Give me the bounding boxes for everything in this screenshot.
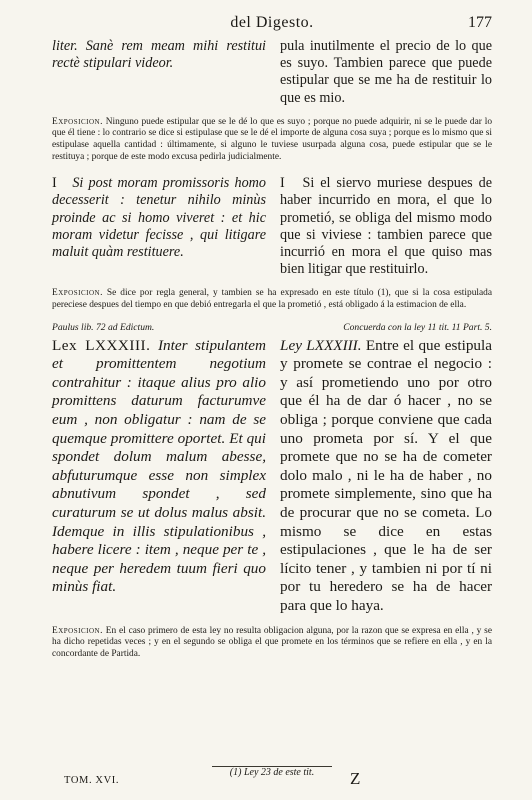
exposition-text: Ninguno puede estipular que se le dé lo que es suyo ; porque no puede adquirir, ni se le puede dar lo que él tiene : lo contrario se dice si estipulase que se le dé el importe de alguna cosa suya ; porque es lo mismo que si estipulase aquella cantidad : últimamente, si alguno le tuviese usurpada alguna cosa, puede estipular que se le restituya ; porque de este modo excusa pedirla judicialmente. bbox=[52, 116, 493, 162]
top-continuation bbox=[52, 38, 492, 107]
section-1-spanish-text: Si el siervo muriese despues de haber incurrido en mora, el que lo prometió, se obliga del mismo modo que si viviese : tambien parece que incurrió en mora el que quiso mas bien litigar que restituirlo. bbox=[280, 175, 493, 278]
running-title: del Digesto. bbox=[230, 14, 314, 31]
section-1-latin bbox=[52, 175, 266, 278]
lex-83-latin-text: Inter stipulantem et promittentem negotium contrahitur : itaque alius pro alio promittens daturum facturumve eum , non obligatur : nam de se quemque promittere oportet. Et qui spondet dolum malum abesse, abfuturumque esse non simplex abnutivum spondet , sed curaturum se ut dolus malus absit. Idemque in illis stipulationibus , habere licere : item , neque per te , neque per heredem tuum fieri quo minùs fiat. bbox=[52, 336, 266, 596]
exposition-3 bbox=[52, 626, 492, 661]
footnote-text: (1) Ley 23 de este tit. bbox=[229, 767, 315, 778]
page-number: 177 bbox=[468, 14, 492, 31]
section-1-spanish-number: I bbox=[280, 175, 285, 192]
lex-83-spanish bbox=[280, 337, 492, 616]
book-page bbox=[52, 14, 492, 660]
exposition-label: Exposicion. bbox=[52, 625, 103, 636]
signature-mark: Z bbox=[350, 769, 361, 788]
exposition-text: Se dice por regla general, y tambien se ha expresado en este título (1), que si la cosa estipulada pereciese despues del tiempo en que debió entregarla el que la prometió , está obligado á la estimacion de ella. bbox=[52, 288, 492, 310]
lex-83-spanish-heading: Ley LXXXIII. bbox=[280, 336, 362, 354]
source-line bbox=[52, 322, 492, 333]
section-1-spanish bbox=[280, 175, 492, 278]
volume-label: TOM. XVI. bbox=[64, 775, 120, 786]
exposition-label: Exposicion. bbox=[52, 116, 103, 127]
lex-83-latin bbox=[52, 337, 266, 616]
section-1 bbox=[52, 175, 492, 278]
section-1-latin-text: Si post moram promissoris homo decesserit : tenetur nihilo minùs proinde ac si homo viveret : et hic moram videtur fecisse , qui litigare maluit quàm restituere. bbox=[52, 175, 267, 260]
exposition-1 bbox=[52, 117, 492, 163]
source-right: Concuerda con la ley 11 tit. 11 Part. 5. bbox=[343, 321, 492, 333]
exposition-2 bbox=[52, 288, 492, 311]
lex-83-latin-heading: Lex LXXXIII. bbox=[52, 336, 151, 354]
top-latin-text: liter. Sanè rem meam mihi restitui rectè stipulari videor. bbox=[52, 38, 266, 72]
lex-83-spanish-text: Entre el que estipula y promete se contrae el negocio : y así prometiendo uno por otro que él ha de dar ó hacer , no se obliga ; porque conviene que cada uno prometa por sí. Y el que promete que no se ha de cometer dolo malo , ni le ha de haber , no promete simplemente, sino que ha de procurar que no se cometa. Lo mismo se dice en estas estipulaciones , que le ha de ser lícito tener , y tambien ni por tí ni por tu heredero se ha de hacer para que lo haya. bbox=[280, 336, 492, 614]
source-left: Paulus lib. 72 ad Edictum. bbox=[52, 321, 155, 333]
exposition-label: Exposicion. bbox=[52, 288, 103, 299]
top-spanish-text: pula inutilmente el precio de lo que es suyo. Tambien parece que puede estipular que se me ha de restituir lo que es mio. bbox=[280, 38, 492, 106]
lex-83 bbox=[52, 337, 492, 616]
exposition-text: En el caso primero de esta ley no resulta obligacion alguna, por la razon que se expresa en ella , y se ha dicho repetidas veces ; y en el segundo se obliga el que promete en los términos que se refiere en ella , y en la concordante de Partida. bbox=[52, 625, 492, 659]
section-1-latin-number: I bbox=[52, 175, 57, 192]
running-head bbox=[52, 14, 492, 38]
